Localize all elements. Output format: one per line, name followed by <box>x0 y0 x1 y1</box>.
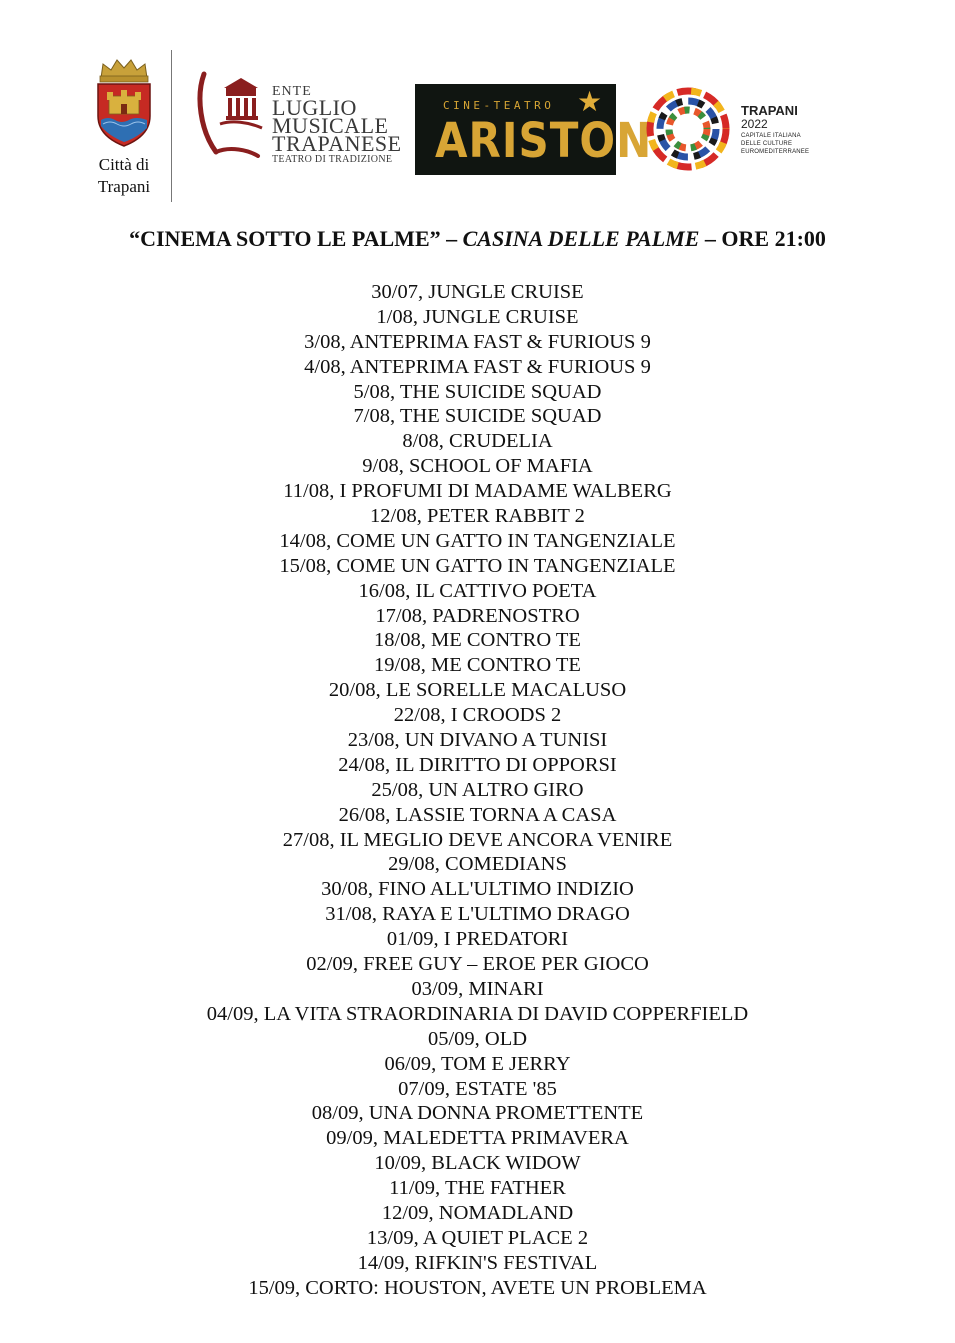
schedule-entry: 16/08, IL CATTIVO POETA <box>358 579 597 602</box>
schedule-entry: 5/08, THE SUICIDE SQUAD <box>353 380 602 403</box>
schedule-entry: 14/09, RIFKIN'S FESTIVAL <box>357 1251 598 1274</box>
schedule-entry: 31/08, RAYA E L'ULTIMO DRAGO <box>325 903 630 926</box>
schedule-entry: 20/08, LE SORELLE MACALUSO <box>328 679 627 702</box>
culture-ring-icon <box>641 82 735 176</box>
schedule-entry: 17/08, PADRENOSTRO <box>375 604 580 627</box>
trapani-line1: TRAPANI <box>741 103 798 118</box>
city-name-line1: Città di <box>98 155 150 174</box>
title-venue: CASINA DELLE PALME <box>462 226 700 251</box>
schedule-entry: 11/09, THE FATHER <box>389 1177 566 1200</box>
schedule-entry: 30/07, JUNGLE CRUISE <box>371 281 584 303</box>
schedule-entry: 06/09, TOM E JERRY <box>384 1052 571 1075</box>
ente-luglio-musicale-logo <box>196 66 406 176</box>
schedule-entry: 12/08, PETER RABBIT 2 <box>370 505 585 528</box>
schedule-entry: 4/08, ANTEPRIMA FAST & FURIOUS 9 <box>304 355 651 378</box>
schedule-entry: 04/09, LA VITA STRAORDINARIA DI DAVID COPPERFIELD <box>206 1002 749 1025</box>
ente-line1: ENTE <box>272 84 312 99</box>
schedule-entry: 10/09, BLACK WIDOW <box>374 1152 581 1175</box>
schedule-entry: 09/09, MALEDETTA PRIMAVERA <box>326 1127 629 1150</box>
ariston-logo <box>415 84 653 175</box>
city-crest-icon <box>93 56 155 148</box>
schedule-entry: 29/08, COMEDIANS <box>388 853 567 876</box>
schedule-entry: 9/08, SCHOOL OF MAFIA <box>362 455 593 478</box>
schedule-entry: 23/08, UN DIVANO A TUNISI <box>347 729 608 752</box>
city-of-trapani-logo <box>86 56 162 198</box>
schedule-entry: 03/09, MINARI <box>411 977 544 1000</box>
ente-tagline: TEATRO DI TRADIZIONE <box>272 154 393 165</box>
schedule-entry: 11/08, I PROFUMI DI MADAME WALBERG <box>283 480 672 503</box>
schedule-entry: 26/08, LASSIE TORNA A CASA <box>338 803 617 826</box>
logo-header <box>0 0 955 210</box>
screening-schedule <box>0 280 955 1301</box>
schedule-entry: 25/08, UN ALTRO GIRO <box>371 778 584 801</box>
ariston-top-text: CINE-TEATRO <box>443 99 555 112</box>
ente-line2: LUGLIO <box>272 95 357 120</box>
schedule-entry: 22/08, I CROODS 2 <box>393 704 562 727</box>
schedule-entry: 30/08, FINO ALL'ULTIMO INDIZIO <box>321 878 634 901</box>
trapani-small3: EUROMEDITERRANEE <box>741 149 810 155</box>
city-name-line2: Trapani <box>97 177 151 196</box>
trapani-2022-logo <box>641 82 831 178</box>
schedule-entry: 14/08, COME UN GATTO IN TANGENZIALE <box>279 529 676 552</box>
schedule-entry: 15/09, CORTO: HOUSTON, AVETE UN PROBLEMA <box>248 1276 707 1299</box>
ente-line4: TRAPANESE <box>272 131 402 156</box>
schedule-entry: 05/09, OLD <box>427 1027 528 1050</box>
trapani-small2: DELLE CULTURE <box>741 141 793 147</box>
title-time: – ORE 21:00 <box>699 226 826 251</box>
document-title <box>0 225 955 253</box>
schedule-entry: 1/08, JUNGLE CRUISE <box>376 305 579 328</box>
star-icon: ★ <box>577 87 603 118</box>
schedule-entry: 12/09, NOMADLAND <box>381 1201 574 1224</box>
schedule-entry: 24/08, IL DIRITTO DI OPPORSI <box>338 753 617 776</box>
schedule-entry: 8/08, CRUDELIA <box>402 430 553 453</box>
title-part1: “CINEMA SOTTO LE PALME” – <box>129 226 463 251</box>
schedule-entry: 18/08, ME CONTRO TE <box>374 629 581 652</box>
theatre-facade-icon <box>196 66 276 158</box>
trapani-small1: CAPITALE ITALIANA <box>741 133 801 139</box>
schedule-entry: 13/09, A QUIET PLACE 2 <box>366 1226 589 1249</box>
schedule-entry: 07/09, ESTATE '85 <box>398 1077 557 1100</box>
schedule-entry: 08/09, UNA DONNA PROMETTENTE <box>311 1102 644 1125</box>
schedule-entry: 15/08, COME UN GATTO IN TANGENZIALE <box>279 554 676 577</box>
schedule-entry: 7/08, THE SUICIDE SQUAD <box>353 405 602 428</box>
ente-line3: MUSICALE <box>272 113 389 138</box>
schedule-entry: 19/08, ME CONTRO TE <box>374 654 581 677</box>
schedule-entry: 3/08, ANTEPRIMA FAST & FURIOUS 9 <box>304 330 651 353</box>
divider <box>171 50 172 202</box>
schedule-entry: 02/09, FREE GUY – EROE PER GIOCO <box>306 953 649 976</box>
ariston-name: ARISTON <box>435 112 653 169</box>
trapani-line2: 2022 <box>741 117 768 131</box>
schedule-entry: 27/08, IL MEGLIO DEVE ANCORA VENIRE <box>282 828 673 851</box>
schedule-entry: 01/09, I PREDATORI <box>386 928 569 951</box>
